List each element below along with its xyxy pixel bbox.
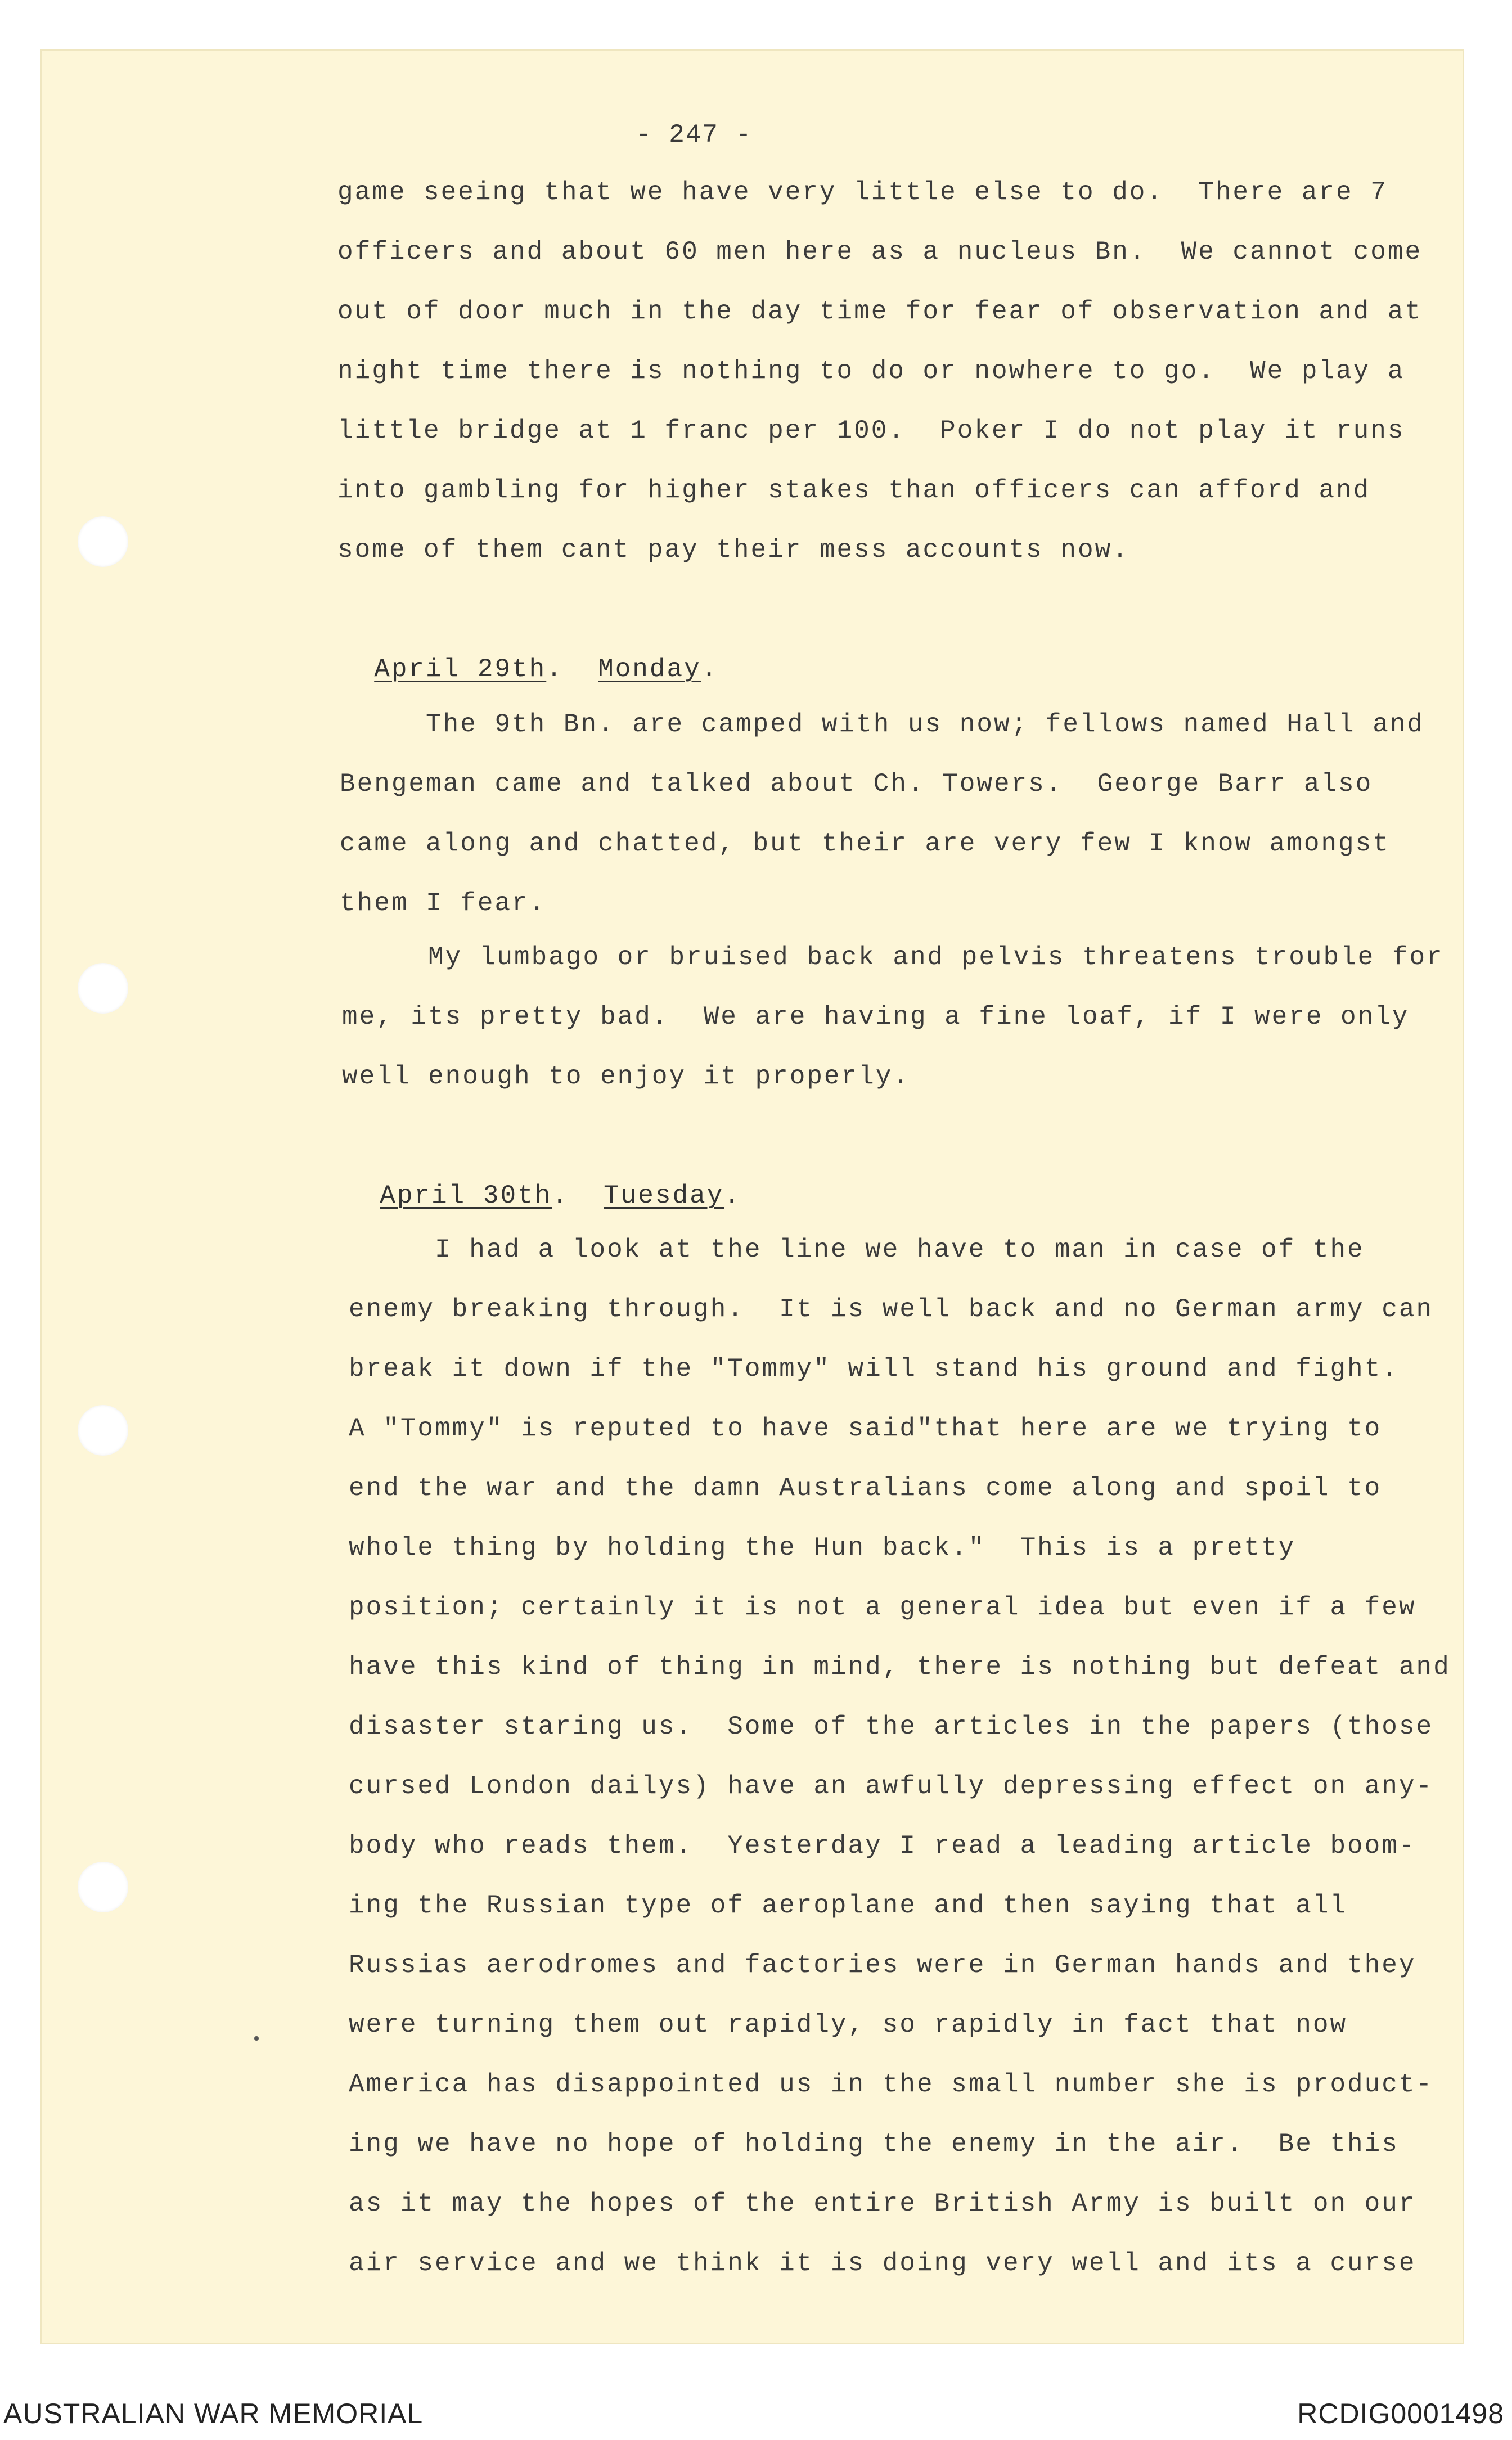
text-line: body who reads them. Yesterday I read a leading article boom- — [349, 1831, 1416, 1861]
text-line: enemy breaking through. It is well back and no German army can — [349, 1295, 1434, 1324]
text-line: A "Tommy" is reputed to have said"that here are we trying to — [349, 1414, 1382, 1443]
text-line: ing we have no hope of holding the enemy in the air. Be this — [349, 2130, 1399, 2159]
entry-date: April 29th — [374, 655, 547, 684]
text-line: came along and chatted, but their are very few I know amongst — [340, 829, 1390, 858]
entry-heading-april-29: April 29th. Monday. — [374, 655, 719, 684]
text-line: little bridge at 1 franc per 100. Poker I do not play it runs — [338, 416, 1405, 445]
paragraph-opening — [338, 178, 1451, 565]
text-line: some of them cant pay their mess accounts now. — [338, 535, 1130, 565]
text-line: My lumbago or bruised back and pelvis threatens trouble for — [342, 943, 1444, 972]
text-line: Bengeman came and talked about Ch. Towers. George Barr also — [340, 769, 1373, 799]
paragraph-april-30 — [349, 1235, 1462, 2278]
text-line: I had a look at the line we have to man in case of the — [349, 1235, 1365, 1264]
text-line: as it may the hopes of the entire British Army is built on our — [349, 2189, 1416, 2218]
entry-day: Tuesday — [604, 1181, 724, 1210]
punch-hole — [78, 1405, 128, 1456]
text-line: break it down if the "Tommy" will stand his ground and fight. — [349, 1354, 1399, 1384]
text-line: into gambling for higher stakes than officers can afford and — [338, 476, 1371, 505]
text-line: officers and about 60 men here as a nucleus Bn. We cannot come — [338, 237, 1423, 267]
text-line: cursed London dailys) have an awfully depressing effect on any- — [349, 1772, 1434, 1801]
text-line: out of door much in the day time for fear of observation and at — [338, 297, 1423, 326]
punch-hole — [78, 963, 128, 1014]
punch-hole — [78, 1862, 128, 1912]
text-line: end the war and the damn Australians come along and spoil to — [349, 1474, 1382, 1503]
punch-hole — [78, 516, 128, 567]
paragraph-april-29-a — [340, 710, 1454, 918]
text-line: well enough to enjoy it properly. — [342, 1062, 910, 1091]
text-line: America has disappointed us in the small number she is product- — [349, 2070, 1434, 2099]
footer-institution: AUSTRALIAN WAR MEMORIAL — [3, 2398, 424, 2429]
text-line: position; certainly it is not a general idea but even if a few — [349, 1593, 1416, 1622]
paragraph-april-29-b — [342, 943, 1456, 1091]
text-line: The 9th Bn. are camped with us now; fellows named Hall and — [340, 710, 1425, 739]
text-line: air service and we think it is doing very well and its a curse — [349, 2249, 1416, 2278]
text-line: whole thing by holding the Hun back." This is a pretty — [349, 1533, 1296, 1563]
text-line: were turning them out rapidly, so rapidly in fact that now — [349, 2010, 1348, 2040]
text-line: night time there is nothing to do or nowhere to go. We play a — [338, 357, 1405, 386]
entry-day: Monday — [598, 655, 701, 684]
entry-heading-april-30: April 30th. Tuesday. — [380, 1181, 741, 1210]
text-line: game seeing that we have very little else to do. There are 7 — [338, 178, 1388, 207]
text-line: disaster staring us. Some of the articles in the papers (those — [349, 1712, 1434, 1741]
page-number: - 247 - — [636, 120, 753, 150]
text-line: have this kind of thing in mind, there is nothing but defeat and — [349, 1653, 1451, 1682]
entry-date: April 30th — [380, 1181, 552, 1210]
text-line: them I fear. — [340, 889, 547, 918]
text-line: me, its pretty bad. We are having a fine loaf, if I were only — [342, 1002, 1410, 1032]
text-line: Russias aerodromes and factories were in German hands and they — [349, 1951, 1416, 1980]
footer-record-id: RCDIG0001498 — [1297, 2398, 1504, 2429]
text-line: ing the Russian type of aeroplane and then saying that all — [349, 1891, 1348, 1920]
ink-speck — [254, 2036, 259, 2041]
